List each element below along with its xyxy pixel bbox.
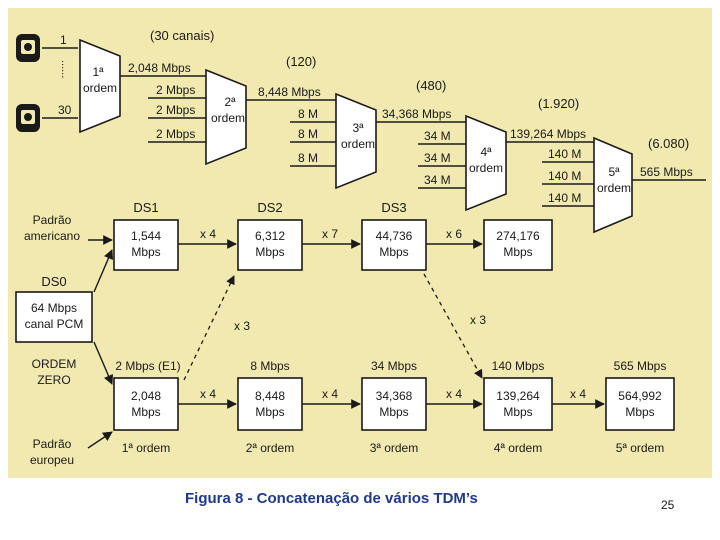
- e2-unit: Mbps: [255, 405, 285, 419]
- e4-title: 140 Mbps: [491, 359, 545, 373]
- channel-dots: ......: [59, 60, 71, 79]
- e1-box: [114, 378, 178, 430]
- input-5th-rate-3: 140 M: [548, 191, 582, 205]
- input-5th-rate-2: 140 M: [548, 169, 582, 183]
- ds1-unit: Mbps: [131, 245, 161, 259]
- mux-1st-order-line2: ordem: [82, 81, 118, 95]
- order-label-4: 4ª ordem: [493, 441, 543, 455]
- e1-to-ds2-dashed-arrow: [184, 276, 234, 380]
- mux-5th-order-line2: ordem: [596, 181, 632, 195]
- e3-rate: 34,368: [375, 389, 413, 403]
- order-label-1: 1ª ordem: [121, 441, 171, 455]
- e1-title: 2 Mbps (E1): [115, 359, 181, 373]
- ds0-to-ds1-arrow: [94, 250, 112, 292]
- american-standard-label-1: Padrão: [32, 213, 72, 227]
- e2-title: 8 Mbps: [250, 359, 290, 373]
- channel-count-30: (30 canais): [150, 28, 215, 43]
- e5-title: 565 Mbps: [613, 359, 667, 373]
- e2-rate: 8,448: [254, 389, 286, 403]
- ds3-unit: Mbps: [379, 245, 409, 259]
- e1-to-ds2-mult: x 3: [234, 319, 251, 333]
- european-standard-label-2: europeu: [29, 453, 75, 467]
- ds3-rate: 44,736: [375, 229, 413, 243]
- ds0-to-e1-arrow: [94, 342, 112, 384]
- mux-3rd-order-line1: 3ª: [352, 121, 364, 135]
- e1-rate: 2,048: [130, 389, 162, 403]
- e2-to-e3-mult: x 4: [321, 387, 339, 401]
- channel-first-label: 1: [60, 33, 67, 47]
- output-5th-rate: 565 Mbps: [640, 165, 693, 179]
- e5-unit: Mbps: [625, 405, 655, 419]
- output-3rd-rate: 34,368 Mbps: [382, 107, 452, 121]
- ds4-unit: Mbps: [503, 245, 533, 259]
- channel-count-120: (120): [286, 54, 317, 69]
- ds2-rate: 6,312: [254, 229, 286, 243]
- channel-count-6080: (6.080): [648, 136, 690, 151]
- channel-last-label: 30: [58, 103, 72, 117]
- e1-unit: Mbps: [131, 405, 161, 419]
- mux-2nd-order-line2: ordem: [210, 111, 246, 125]
- ds1-rate: 1,544: [130, 229, 162, 243]
- order-label-5: 5ª ordem: [615, 441, 665, 455]
- e4-to-e5-mult: x 4: [569, 387, 587, 401]
- zero-order-label-2: ZERO: [37, 373, 71, 387]
- order-label-2: 2ª ordem: [245, 441, 295, 455]
- ds3-to-ds4-mult: x 6: [445, 227, 463, 241]
- e3-to-e4-mult: x 4: [445, 387, 463, 401]
- output-1st-rate: 2,048 Mbps: [128, 61, 191, 75]
- ds0-desc: canal PCM: [24, 317, 84, 331]
- ds1-to-ds2-mult: x 4: [199, 227, 217, 241]
- e4-unit: Mbps: [503, 405, 533, 419]
- input-3rd-rate-3: 8 M: [298, 151, 319, 165]
- e4-box: [484, 378, 552, 430]
- mux-1st-order-line1: 1ª: [92, 65, 104, 79]
- mux-3rd-order-line2: ordem: [340, 137, 376, 151]
- input-2nd-rate-1: 2 Mbps: [156, 83, 196, 97]
- e5-box: [606, 378, 674, 430]
- e3-title: 34 Mbps: [370, 359, 418, 373]
- channel-count-480: (480): [416, 78, 447, 93]
- e4-rate: 139,264: [496, 389, 540, 403]
- input-4th-rate-3: 34 M: [424, 173, 451, 187]
- mux-5th-order-line1: 5ª: [608, 165, 620, 179]
- mux-4th-order-line2: ordem: [468, 161, 504, 175]
- input-2nd-rate-2: 2 Mbps: [156, 103, 196, 117]
- tdm-hierarchy-diagram: [8, 8, 712, 478]
- ds2-title: DS2: [257, 200, 283, 215]
- mux-2nd-order-line1: 2ª: [224, 95, 236, 109]
- european-standard-label-1: Padrão: [32, 437, 72, 451]
- input-2nd-rate-3: 2 Mbps: [156, 127, 196, 141]
- zero-order-label-1: ORDEM: [31, 357, 77, 371]
- input-5th-rate-1: 140 M: [548, 147, 582, 161]
- input-4th-rate-1: 34 M: [424, 129, 451, 143]
- e3-box: [362, 378, 426, 430]
- ds0-title: DS0: [41, 274, 67, 289]
- ds0-rate: 64 Mbps: [30, 301, 78, 315]
- order-label-3: 3ª ordem: [369, 441, 419, 455]
- tdm-hierarchy-figure: [8, 8, 712, 478]
- american-standard-label-2: americano: [23, 229, 81, 243]
- e3-unit: Mbps: [379, 405, 409, 419]
- ds2-unit: Mbps: [255, 245, 285, 259]
- e5-rate: 564,992: [618, 389, 662, 403]
- input-3rd-rate-1: 8 M: [298, 107, 319, 121]
- european-input-arrow: [88, 432, 112, 448]
- output-2nd-rate: 8,448 Mbps: [258, 85, 321, 99]
- telephone-icon: [16, 34, 40, 62]
- telephone-icon: [16, 104, 40, 132]
- ds4-rate: 274,176: [496, 229, 540, 243]
- ds2-to-ds3-mult: x 7: [321, 227, 339, 241]
- figure-caption: Figura 8 - Concatenação de vários TDM’s: [185, 490, 478, 507]
- input-3rd-rate-2: 8 M: [298, 127, 319, 141]
- ds3-title: DS3: [381, 200, 407, 215]
- mux-4th-order-line1: 4ª: [480, 145, 492, 159]
- ds3-to-140-mult: x 3: [470, 313, 487, 327]
- input-4th-rate-2: 34 M: [424, 151, 451, 165]
- ds1-title: DS1: [133, 200, 159, 215]
- e1-to-e2-mult: x 4: [199, 387, 217, 401]
- e2-box: [238, 378, 302, 430]
- page-number: 25: [661, 498, 675, 512]
- channel-count-1920: (1.920): [538, 96, 580, 111]
- output-4th-rate: 139,264 Mbps: [510, 127, 587, 141]
